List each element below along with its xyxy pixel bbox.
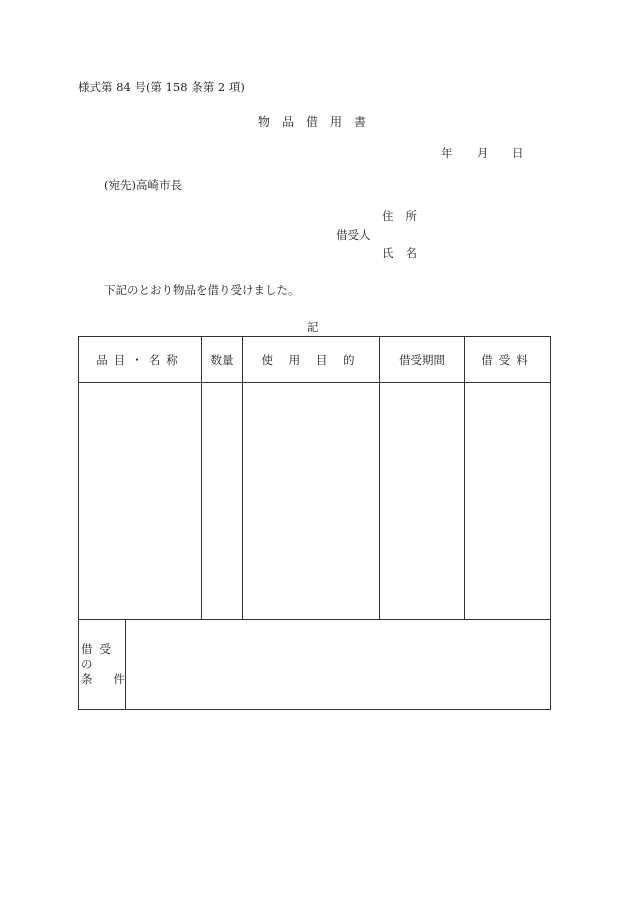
conditions-label-cell <box>79 620 126 710</box>
purpose-cell[interactable] <box>243 383 380 620</box>
address-label: 住所 <box>382 209 429 223</box>
conditions-label-jo: 条 <box>81 672 93 686</box>
fee-cell[interactable] <box>465 383 551 620</box>
borrower-label: 借受人 <box>336 228 371 242</box>
header-item-name: 品目・名称 <box>79 337 202 383</box>
conditions-field[interactable] <box>126 620 551 710</box>
form-number: 様式第 84 号(第 158 条第 2 項) <box>78 80 245 94</box>
name-label: 氏名 <box>382 246 429 260</box>
record-label: 記 <box>307 320 319 334</box>
intro-text: 下記のとおり物品を借り受けました。 <box>104 283 300 297</box>
item-table <box>78 336 551 620</box>
table-header-row <box>79 337 551 383</box>
conditions-label-line1: 借受の <box>81 642 118 671</box>
date-year-label: 年 <box>441 146 453 160</box>
item-name-cell[interactable] <box>79 383 202 620</box>
header-purpose: 使 用 目 的 <box>243 337 380 383</box>
conditions-table <box>78 619 551 710</box>
table-row <box>79 383 551 620</box>
header-fee: 借受料 <box>465 337 551 383</box>
date-month-label: 月 <box>477 146 489 160</box>
document-title: 物品借用書 <box>258 115 379 129</box>
header-period: 借受期間 <box>380 337 465 383</box>
period-cell[interactable] <box>380 383 465 620</box>
date-day-label: 日 <box>512 146 524 160</box>
quantity-cell[interactable] <box>202 383 243 620</box>
header-quantity: 数量 <box>202 337 243 383</box>
addressee: (宛先)高崎市長 <box>104 178 182 192</box>
conditions-label-ken: 件 <box>113 672 125 686</box>
